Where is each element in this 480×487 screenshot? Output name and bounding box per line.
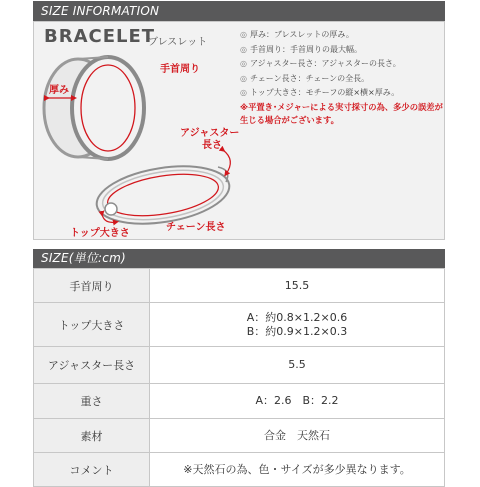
bullet-icon: ◎ xyxy=(240,30,247,39)
size-information-header: SIZE INFORMATION xyxy=(33,1,445,21)
legend-item: ◎ アジャスター長さ：アジャスターの長さ。 xyxy=(240,59,401,68)
adjuster-label-line1: アジャスター xyxy=(180,128,240,139)
row-label: トップ大きさ xyxy=(34,303,150,347)
table-row xyxy=(34,419,445,453)
row-value: 5.5 xyxy=(150,347,445,384)
thickness-label: 厚み xyxy=(49,85,69,96)
row-value: 15.5 xyxy=(150,269,445,303)
row-value: ※天然石の為、色・サイズが多少異なります。 xyxy=(150,453,445,487)
table-row xyxy=(34,269,445,303)
row-value: A：2.6 B：2.2 xyxy=(150,384,445,419)
bullet-icon: ◎ xyxy=(240,88,247,97)
wrist-label: 手首周り xyxy=(160,64,200,75)
chain-label: チェーン長さ xyxy=(166,222,226,233)
row-value: A：約0.8×1.2×0.6 B：約0.9×1.2×0.3 xyxy=(150,303,445,347)
bullet-icon: ◎ xyxy=(240,59,247,68)
row-label: 重さ xyxy=(34,384,150,419)
row-label: 手首周り xyxy=(34,269,150,303)
size-unit-header: SIZE(単位:cm) xyxy=(33,249,445,268)
adjuster-label-line2: 長さ xyxy=(202,140,222,151)
bullet-icon: ◎ xyxy=(240,73,247,83)
legend-item: ◎ 手首周り：手首周りの最大幅。 xyxy=(240,44,362,54)
row-label: アジャスター長さ xyxy=(34,347,150,384)
brand-title: BRACELET xyxy=(44,26,156,47)
table-row xyxy=(34,384,445,419)
measurement-note: ※平置き･メジャーによる実寸採寸の為、多少の誤差が生じる場合がございます。 xyxy=(240,102,443,125)
chain-bracelet-illustration xyxy=(93,150,234,232)
row-label: 素材 xyxy=(34,419,150,453)
bangle-illustration xyxy=(44,57,144,159)
table-row xyxy=(34,347,445,384)
bullet-icon: ◎ xyxy=(240,44,247,54)
brand-subtitle: ブレスレット xyxy=(148,37,208,48)
row-label: コメント xyxy=(34,453,150,487)
table-row xyxy=(34,303,445,347)
size-table xyxy=(33,268,445,487)
table-row xyxy=(34,453,445,487)
top-size-label: トップ大きさ xyxy=(70,228,130,239)
row-value: 合金 天然石 xyxy=(150,419,445,453)
legend-item: ◎ 厚み：ブレスレットの厚み。 xyxy=(240,30,354,39)
legend-item: ◎ トップ大きさ：モチーフの縦×横×厚み。 xyxy=(240,88,400,97)
legend-item: ◎ チェーン長さ：チェーンの全長。 xyxy=(240,73,370,83)
